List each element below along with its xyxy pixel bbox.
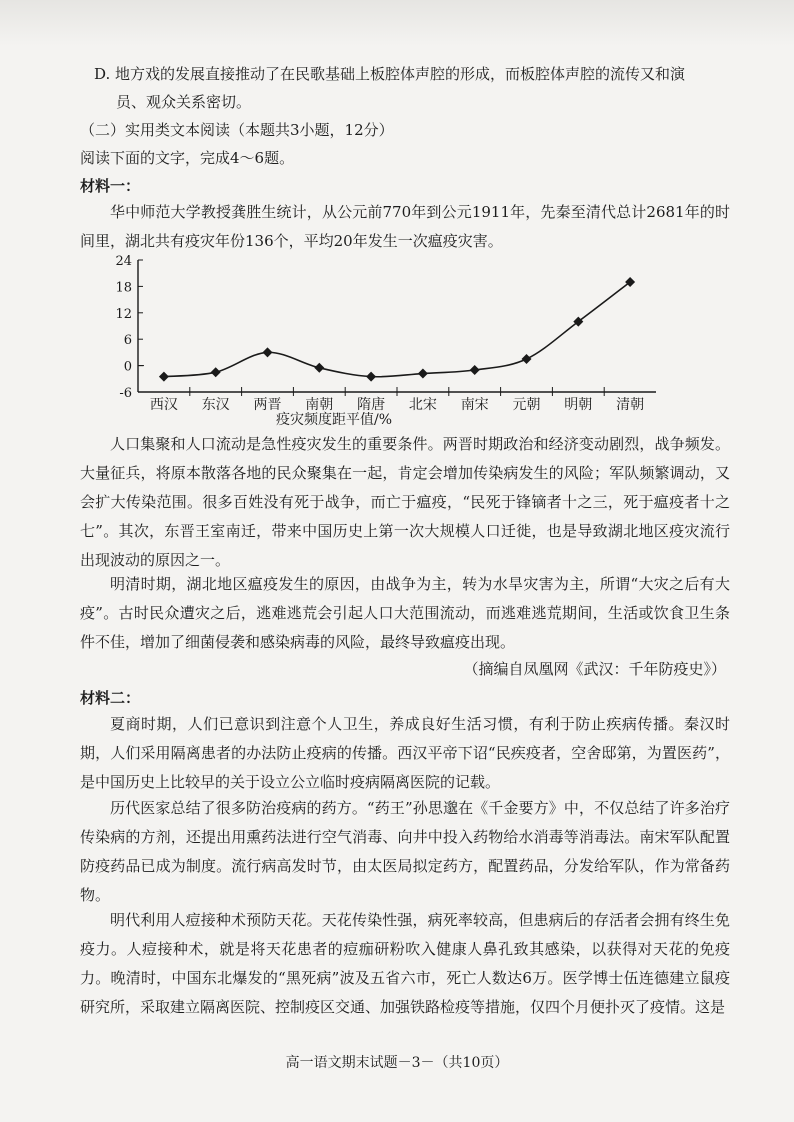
data-point — [470, 365, 480, 375]
material1-source: （摘编自凤凰网《武汉：千年防疫史》） — [463, 660, 726, 678]
material1-para2: 明清时期，湖北地区瘟疫发生的原因，由战争为主，转为水旱灾害为主，所谓“大灾之后有大疫”。古时民众遭灾之后，逃难逃荒会引起人口大范围流动，而逃难逃荒期间，生活或饮食卫生条件不佳，增加了细菌侵袭和感染病毒的风险，最终导致瘟疫出现。 — [80, 575, 730, 651]
y-tick-label: 24 — [115, 254, 132, 269]
series-line — [164, 282, 630, 377]
x-tick-label: 北宋 — [408, 397, 437, 413]
y-tick-label: -6 — [119, 386, 132, 401]
page-footer: 高一语文期末试题－3－（共10页） — [285, 1055, 509, 1071]
data-point — [211, 367, 221, 377]
x-axis-title: 疫灾频度距平值/% — [275, 412, 393, 428]
y-tick-label: 18 — [115, 280, 132, 296]
material2-para1: 夏商时期，人们已意识到注意个人卫生，养成良好生活习惯，有利于防止疾病传播。秦汉时期，人们采用隔离患者的办法防止疫病的传播。西汉平帝下诏“民疾疫者，空舍邸第，为置医药”，是中国历史上比较早的关于设立公立临时疫病隔离医院的记载。 — [80, 715, 730, 791]
epidemic-chart — [84, 252, 684, 432]
x-tick-label: 两晋 — [253, 397, 282, 413]
data-point — [366, 372, 376, 382]
data-point — [314, 363, 324, 373]
data-point — [418, 369, 428, 379]
y-tick-labels — [115, 254, 132, 401]
material2-label: 材料二： — [80, 689, 141, 707]
x-tick-label: 清朝 — [616, 397, 645, 413]
data-point — [522, 354, 532, 364]
x-tick-label: 南朝 — [305, 397, 334, 413]
instruction: 阅读下面的文字，完成4～6题。 — [80, 149, 295, 167]
option-d-line2: 员、观众关系密切。 — [116, 93, 252, 111]
x-tick-label: 西汉 — [149, 397, 178, 413]
material1-para1: 人口集聚和人口流动是急性疫灾发生的重要条件。两晋时期政治和经济变动剧烈，战争频发。大量征兵，将原本散落各地的民众聚集在一起，肯定会增加传染病发生的风险；军队频繁调动，又会扩大传染范围。很多百姓没有死于战争，而亡于瘟疫，“民死于锋镝者十之三，死于瘟疫者十之七”。其次，东晋王室南迁，带来中国历史上第一次大规模人口迁徙，也是导致湖北地区疫灾流行出现波动的原因之一。 — [80, 435, 730, 569]
y-tick-label: 6 — [123, 333, 132, 349]
material2-para3: 明代利用人痘接种术预防天花。天花传染性强，病死率较高，但患病后的存活者会拥有终生免疫力。人痘接种术，就是将天花患者的痘痂研粉吹入健康人鼻孔致其感染，以获得对天花的免疫力。晚清时，中国东北爆发的“黑死病”波及五省六市，死亡人数达6万。医学博士伍连德建立鼠疫研究所，采取建立隔离医院、控制疫区交通、加强铁路检疫等措施，仅四个月便扑灭了疫情。这是 — [80, 911, 730, 1016]
x-tick-label: 东汉 — [201, 397, 230, 413]
material2-para2: 历代医家总结了很多防治疫病的药方。“药王”孙思邈在《千金要方》中，不仅总结了许多治疗传染病的方剂，还提出用熏药法进行空气消毒、向井中投入药物给水消毒等消毒法。南宋军队配置防疫药品已成为制度。流行病高发时节，由太医局拟定药方，配置药品，分发给军队，作为常备药物。 — [80, 799, 730, 904]
y-tick-label: 0 — [123, 359, 132, 375]
material1-intro: 华中师范大学教授龚胜生统计，从公元前770年到公元1911年，先秦至清代总计2681年的时间里，湖北共有疫灾年份136个，平均20年发生一次瘟疫灾害。 — [80, 203, 730, 250]
x-tick-label: 明朝 — [564, 397, 593, 413]
x-tick-label: 隋唐 — [357, 397, 386, 413]
x-tick-label: 南宋 — [460, 397, 489, 413]
x-tick-labels — [150, 396, 644, 413]
data-point — [159, 372, 169, 382]
y-tick-label: 12 — [115, 306, 132, 322]
x-tick-label: 元朝 — [512, 397, 541, 413]
scan-shadow — [0, 0, 794, 46]
data-point — [263, 347, 273, 357]
section-heading: （二）实用类文本阅读（本题共3小题，12分） — [80, 121, 394, 139]
option-d-line1: D. 地方戏的发展直接推动了在民歌基础上板腔体声腔的形成，而板腔体声腔的流传又和演 — [94, 65, 686, 83]
material1-label: 材料一： — [80, 177, 141, 195]
